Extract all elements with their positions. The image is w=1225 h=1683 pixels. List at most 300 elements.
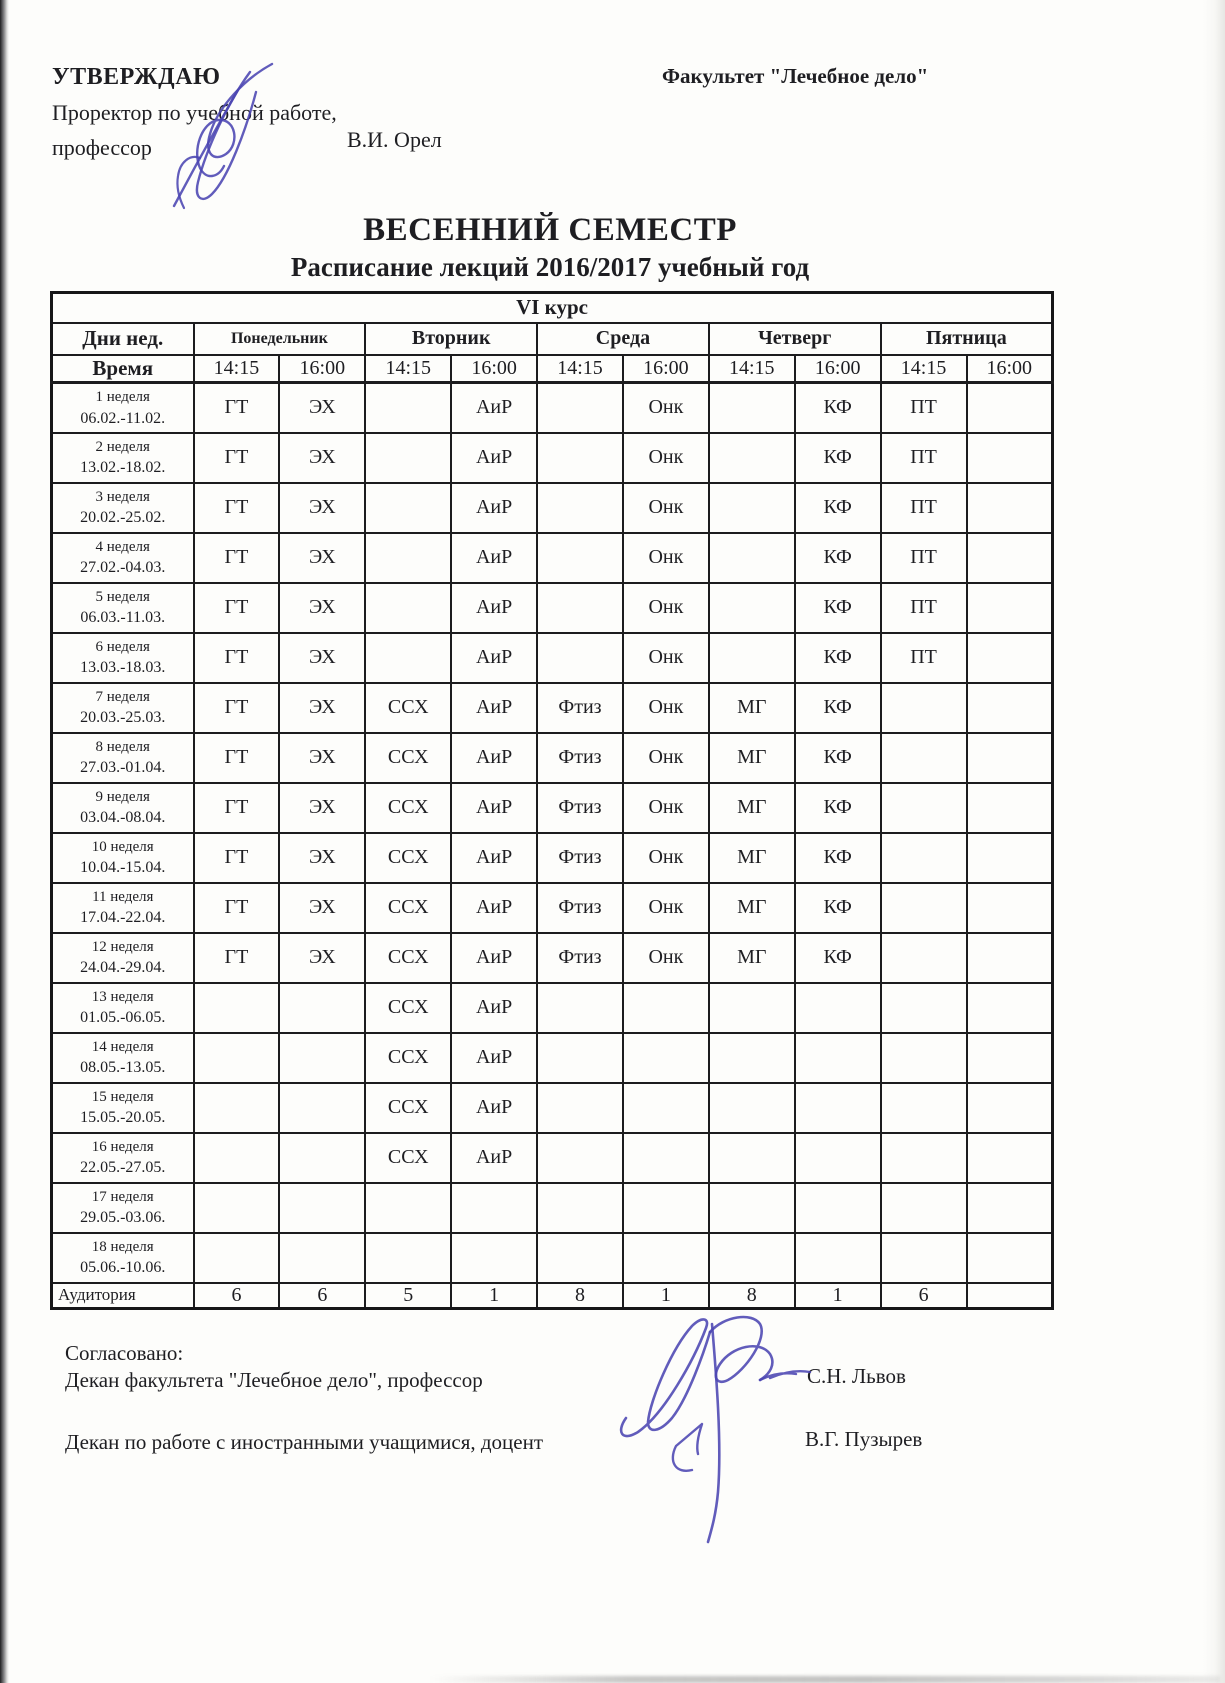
- subject-cell: МГ: [709, 933, 795, 983]
- faculty-label: Факультет "Лечебное дело": [662, 64, 929, 88]
- subject-cell: [967, 483, 1053, 533]
- week-label: [52, 483, 194, 533]
- agreed-label: Согласовано:: [65, 1341, 184, 1365]
- week-number: 11 неделя: [92, 888, 154, 905]
- subject-cell: АиР: [451, 483, 537, 533]
- subject-cell: КФ: [795, 733, 881, 783]
- subject-cell: ГТ: [194, 433, 280, 483]
- week-number: 3 неделя: [95, 488, 150, 505]
- subject-cell: [967, 983, 1053, 1033]
- week-dates: 03.04.-08.04.: [80, 809, 166, 827]
- subject-cell: Онк: [623, 533, 709, 583]
- subject-cell: ЭХ: [279, 683, 365, 733]
- subject-cell: [365, 633, 451, 683]
- subject-cell: [967, 883, 1053, 933]
- week-number: 13 неделя: [91, 988, 154, 1005]
- subject-cell: [709, 483, 795, 533]
- subject-cell: ССХ: [365, 783, 451, 833]
- subject-cell: [623, 1233, 709, 1283]
- subject-cell: [537, 383, 623, 433]
- subject-cell: [279, 1033, 365, 1083]
- subject-cell: ЭХ: [279, 933, 365, 983]
- subject-cell: Онк: [623, 583, 709, 633]
- subject-cell: [709, 583, 795, 633]
- subject-cell: [709, 1233, 795, 1283]
- approval-rank: профессор: [52, 135, 152, 160]
- time-cell: 14:15: [709, 355, 795, 383]
- subject-cell: МГ: [709, 733, 795, 783]
- auditorium-cell: 6: [881, 1283, 967, 1309]
- subject-cell: [881, 783, 967, 833]
- subject-cell: ГТ: [194, 833, 280, 883]
- subject-cell: ГТ: [194, 883, 280, 933]
- subject-cell: ЭХ: [279, 633, 365, 683]
- subject-cell: Онк: [623, 683, 709, 733]
- subject-cell: [194, 1033, 280, 1083]
- week-label: [52, 733, 194, 783]
- subject-cell: ЭХ: [279, 533, 365, 583]
- week-dates: 06.02.-11.02.: [80, 409, 166, 427]
- auditorium-label: Аудитория: [52, 1283, 194, 1309]
- time-cell: 14:15: [537, 355, 623, 383]
- subject-cell: ССХ: [365, 683, 451, 733]
- subject-cell: Фтиз: [537, 683, 623, 733]
- approver-name: В.И. Орел: [347, 127, 442, 152]
- week-dates: 01.05.-06.05.: [80, 1009, 166, 1027]
- subject-cell: ССХ: [365, 883, 451, 933]
- approval-position: Проректор по учебной работе,: [52, 100, 337, 125]
- subject-cell: [365, 433, 451, 483]
- subject-cell: КФ: [795, 583, 881, 633]
- subject-cell: МГ: [709, 683, 795, 733]
- subject-cell: АиР: [451, 633, 537, 683]
- subject-cell: ЭХ: [279, 783, 365, 833]
- week-dates: 20.02.-25.02.: [80, 509, 166, 527]
- schedule-weeks: [52, 383, 1053, 1283]
- dean-line: Декан факультета "Лечебное дело", профессор: [65, 1368, 483, 1392]
- week-label: [52, 1133, 194, 1183]
- auditorium-cell: 8: [709, 1283, 795, 1309]
- subject-cell: ГТ: [194, 633, 280, 683]
- subject-cell: ССХ: [365, 1033, 451, 1083]
- week-row: [52, 483, 1053, 533]
- subject-cell: [279, 1233, 365, 1283]
- subject-cell: [709, 1183, 795, 1233]
- subject-cell: [279, 1183, 365, 1233]
- subject-cell: ПТ: [881, 533, 967, 583]
- subject-cell: ЭХ: [279, 383, 365, 433]
- subject-cell: КФ: [795, 883, 881, 933]
- subject-cell: КФ: [795, 383, 881, 433]
- subject-cell: [537, 1233, 623, 1283]
- subject-cell: Фтиз: [537, 733, 623, 783]
- week-number: 9 неделя: [95, 788, 150, 805]
- time-cell: 16:00: [623, 355, 709, 383]
- week-number: 2 неделя: [95, 438, 150, 455]
- subject-cell: КФ: [795, 633, 881, 683]
- subject-cell: ГТ: [194, 733, 280, 783]
- week-row: [52, 733, 1053, 783]
- subject-cell: [967, 783, 1053, 833]
- week-label: [52, 1033, 194, 1083]
- time-header-row: [52, 355, 1053, 383]
- subject-cell: [795, 1183, 881, 1233]
- subject-cell: [881, 683, 967, 733]
- subject-cell: Онк: [623, 633, 709, 683]
- subject-cell: ЭХ: [279, 833, 365, 883]
- subject-cell: ПТ: [881, 383, 967, 433]
- subject-cell: [623, 1183, 709, 1233]
- subject-cell: [967, 533, 1053, 583]
- subject-cell: АиР: [451, 533, 537, 583]
- subject-cell: [967, 833, 1053, 883]
- week-dates: 06.03.-11.03.: [80, 609, 166, 627]
- day-header-friday: Пятница: [881, 323, 1053, 355]
- subject-cell: КФ: [795, 783, 881, 833]
- subject-cell: ЭХ: [279, 483, 365, 533]
- subject-cell: [279, 1083, 365, 1133]
- scan-left-edge: [0, 0, 9, 1683]
- auditorium-cell: 8: [537, 1283, 623, 1309]
- subject-cell: ЭХ: [279, 583, 365, 633]
- week-label: [52, 683, 194, 733]
- subject-cell: Фтиз: [537, 933, 623, 983]
- subject-cell: ПТ: [881, 483, 967, 533]
- time-cell: 14:15: [881, 355, 967, 383]
- subject-cell: [967, 583, 1053, 633]
- subject-cell: [967, 683, 1053, 733]
- week-label: [52, 1083, 194, 1133]
- week-dates: 27.03.-01.04.: [80, 759, 166, 777]
- subject-cell: [537, 983, 623, 1033]
- subject-cell: Онк: [623, 933, 709, 983]
- subject-cell: КФ: [795, 683, 881, 733]
- subject-cell: [881, 1033, 967, 1083]
- subject-cell: Онк: [623, 733, 709, 783]
- subject-cell: [623, 1083, 709, 1133]
- subject-cell: ГТ: [194, 383, 280, 433]
- subject-cell: [365, 583, 451, 633]
- week-row: [52, 783, 1053, 833]
- subject-cell: [537, 1083, 623, 1133]
- week-dates: 24.04.-29.04.: [80, 959, 166, 977]
- subject-cell: Онк: [623, 433, 709, 483]
- subject-cell: Онк: [623, 883, 709, 933]
- subject-cell: ССХ: [365, 983, 451, 1033]
- week-dates: 27.02.-04.03.: [80, 559, 166, 577]
- subject-cell: [881, 1083, 967, 1133]
- subject-cell: [623, 983, 709, 1033]
- signature-orel: [152, 58, 286, 210]
- week-number: 4 неделя: [95, 538, 150, 555]
- week-number: 15 неделя: [91, 1088, 154, 1105]
- subject-cell: ГТ: [194, 933, 280, 983]
- subject-cell: АиР: [451, 933, 537, 983]
- foreign-dean-name: В.Г. Пузырев: [805, 1427, 923, 1451]
- week-number: 7 неделя: [95, 688, 150, 705]
- week-row: [52, 933, 1053, 983]
- subject-cell: МГ: [709, 883, 795, 933]
- subject-cell: [451, 1183, 537, 1233]
- week-number: 12 неделя: [91, 938, 154, 955]
- subject-cell: Онк: [623, 833, 709, 883]
- day-header-tuesday: Вторник: [365, 323, 537, 355]
- subject-cell: АиР: [451, 1133, 537, 1183]
- week-dates: 08.05.-13.05.: [80, 1059, 166, 1077]
- subject-cell: [709, 383, 795, 433]
- week-row: [52, 1083, 1053, 1133]
- week-dates: 15.05.-20.05.: [80, 1109, 166, 1127]
- week-number: 16 неделя: [91, 1138, 154, 1155]
- subject-cell: ССХ: [365, 933, 451, 983]
- dean-name: С.Н. Львов: [807, 1364, 906, 1388]
- subject-cell: КФ: [795, 833, 881, 883]
- subject-cell: [537, 533, 623, 583]
- time-cell: 14:15: [194, 355, 280, 383]
- subject-cell: [881, 833, 967, 883]
- subject-cell: АиР: [451, 1083, 537, 1133]
- subject-cell: АиР: [451, 1033, 537, 1083]
- subject-cell: ССХ: [365, 733, 451, 783]
- course-header: VI курс: [52, 293, 1053, 323]
- week-row: [52, 633, 1053, 683]
- subject-cell: АиР: [451, 383, 537, 433]
- subject-cell: Фтиз: [537, 883, 623, 933]
- subject-cell: [537, 583, 623, 633]
- subject-cell: [967, 1083, 1053, 1133]
- subject-cell: [709, 533, 795, 583]
- subject-cell: ССХ: [365, 1083, 451, 1133]
- subject-cell: [709, 1133, 795, 1183]
- auditorium-cell: 5: [365, 1283, 451, 1309]
- week-number: 6 неделя: [95, 638, 150, 655]
- week-dates: 17.04.-22.04.: [80, 909, 166, 927]
- subject-cell: Онк: [623, 783, 709, 833]
- subject-cell: [881, 933, 967, 983]
- subject-cell: [279, 983, 365, 1033]
- week-row: [52, 1133, 1053, 1183]
- time-cell: 16:00: [451, 355, 537, 383]
- subject-cell: [623, 1033, 709, 1083]
- subject-cell: ГТ: [194, 583, 280, 633]
- week-dates: 29.05.-03.06.: [80, 1209, 166, 1227]
- subject-cell: КФ: [795, 533, 881, 583]
- week-label: [52, 783, 194, 833]
- auditorium-cell: 6: [279, 1283, 365, 1309]
- subject-cell: ССХ: [365, 1133, 451, 1183]
- week-dates: 05.06.-10.06.: [80, 1259, 166, 1277]
- auditorium-cell: 1: [795, 1283, 881, 1309]
- semester-title: ВЕСЕННИЙ СЕМЕСТР: [363, 212, 737, 248]
- subject-cell: [795, 1233, 881, 1283]
- subject-cell: [365, 533, 451, 583]
- subject-cell: [795, 1083, 881, 1133]
- week-number: 5 неделя: [95, 588, 150, 605]
- subject-cell: АиР: [451, 433, 537, 483]
- subject-cell: [709, 633, 795, 683]
- subject-cell: Фтиз: [537, 783, 623, 833]
- subject-cell: [194, 1133, 280, 1183]
- subject-cell: [279, 1133, 365, 1183]
- subject-cell: [795, 983, 881, 1033]
- subject-cell: [967, 1133, 1053, 1183]
- subject-cell: [194, 983, 280, 1033]
- subject-cell: [881, 983, 967, 1033]
- week-row: [52, 683, 1053, 733]
- subject-cell: [537, 633, 623, 683]
- time-cell: 16:00: [279, 355, 365, 383]
- subject-cell: ГТ: [194, 483, 280, 533]
- subject-cell: МГ: [709, 783, 795, 833]
- subject-cell: АиР: [451, 583, 537, 633]
- subject-cell: [967, 1033, 1053, 1083]
- time-col-header: Время: [52, 355, 194, 383]
- foreign-dean-line: Декан по работе с иностранными учащимися, доцент: [65, 1430, 544, 1454]
- subject-cell: [623, 1133, 709, 1183]
- subject-cell: [967, 633, 1053, 683]
- subject-cell: Фтиз: [537, 833, 623, 883]
- subject-cell: ПТ: [881, 583, 967, 633]
- subject-cell: ЭХ: [279, 433, 365, 483]
- subject-cell: АиР: [451, 983, 537, 1033]
- subject-cell: [537, 483, 623, 533]
- week-label: [52, 383, 194, 433]
- subject-cell: КФ: [795, 483, 881, 533]
- subject-cell: [967, 383, 1053, 433]
- subject-cell: [537, 1133, 623, 1183]
- time-cell: 16:00: [967, 355, 1053, 383]
- subject-cell: ЭХ: [279, 883, 365, 933]
- subject-cell: АиР: [451, 833, 537, 883]
- day-header-wednesday: Среда: [537, 323, 709, 355]
- week-number: 8 неделя: [95, 738, 150, 755]
- scan-bottom-smudge: [430, 1676, 1220, 1683]
- subject-cell: [967, 933, 1053, 983]
- subject-cell: Онк: [623, 383, 709, 433]
- subject-cell: [537, 1183, 623, 1233]
- week-dates: 20.03.-25.03.: [80, 709, 166, 727]
- scan-right-edge: [1203, 0, 1225, 1683]
- week-label: [52, 833, 194, 883]
- subject-cell: [967, 1183, 1053, 1233]
- schedule-table: [50, 291, 1054, 1310]
- week-number: 10 неделя: [91, 838, 154, 855]
- week-label: [52, 1233, 194, 1283]
- week-label: [52, 433, 194, 483]
- subject-cell: АиР: [451, 733, 537, 783]
- week-row: [52, 983, 1053, 1033]
- time-cell: 16:00: [795, 355, 881, 383]
- week-row: [52, 533, 1053, 583]
- week-row: [52, 1033, 1053, 1083]
- subject-cell: [795, 1133, 881, 1183]
- subject-cell: [709, 1083, 795, 1133]
- subject-cell: [967, 1233, 1053, 1283]
- week-number: 14 неделя: [91, 1038, 154, 1055]
- schedule-subtitle: Расписание лекций 2016/2017 учебный год: [290, 252, 810, 282]
- days-header-row: [52, 323, 1053, 355]
- subject-cell: ГТ: [194, 533, 280, 583]
- week-row: [52, 383, 1053, 433]
- subject-cell: [194, 1233, 280, 1283]
- subject-cell: [365, 1183, 451, 1233]
- week-row: [52, 883, 1053, 933]
- days-col-header: Дни нед.: [52, 323, 194, 355]
- subject-cell: [881, 1233, 967, 1283]
- subject-cell: ПТ: [881, 433, 967, 483]
- auditorium-cell: 6: [194, 1283, 280, 1309]
- approval-heading: УТВЕРЖДАЮ: [52, 64, 221, 90]
- week-row: [52, 433, 1053, 483]
- subject-cell: АиР: [451, 883, 537, 933]
- week-row: [52, 1183, 1053, 1233]
- subject-cell: [451, 1233, 537, 1283]
- week-label: [52, 933, 194, 983]
- subject-cell: ЭХ: [279, 733, 365, 783]
- subject-cell: [967, 433, 1053, 483]
- subject-cell: [881, 1183, 967, 1233]
- course-header-row: [52, 293, 1053, 323]
- subject-cell: ГТ: [194, 783, 280, 833]
- week-dates: 10.04.-15.04.: [80, 859, 166, 877]
- week-row: [52, 1233, 1053, 1283]
- week-row: [52, 583, 1053, 633]
- day-header-thursday: Четверг: [709, 323, 881, 355]
- week-label: [52, 533, 194, 583]
- signature-lvov: [612, 1312, 824, 1554]
- subject-cell: [194, 1183, 280, 1233]
- week-label: [52, 1183, 194, 1233]
- auditorium-cell: [967, 1283, 1053, 1309]
- week-number: 1 неделя: [95, 388, 150, 405]
- subject-cell: [194, 1083, 280, 1133]
- subject-cell: [709, 433, 795, 483]
- subject-cell: [709, 1033, 795, 1083]
- subject-cell: КФ: [795, 933, 881, 983]
- week-number: 17 неделя: [91, 1188, 154, 1205]
- week-label: [52, 883, 194, 933]
- subject-cell: [537, 433, 623, 483]
- subject-cell: АиР: [451, 683, 537, 733]
- subject-cell: КФ: [795, 433, 881, 483]
- week-dates: 22.05.-27.05.: [80, 1159, 166, 1177]
- subject-cell: [881, 1133, 967, 1183]
- subject-cell: ГТ: [194, 683, 280, 733]
- week-number: 18 неделя: [91, 1238, 154, 1255]
- subject-cell: [365, 1233, 451, 1283]
- day-header-monday: Понедельник: [194, 323, 366, 355]
- subject-cell: [967, 733, 1053, 783]
- auditorium-row: [52, 1283, 1053, 1309]
- auditorium-cell: 1: [623, 1283, 709, 1309]
- time-cell: 14:15: [365, 355, 451, 383]
- subject-cell: [881, 733, 967, 783]
- subject-cell: [795, 1033, 881, 1083]
- week-label: [52, 983, 194, 1033]
- week-label: [52, 633, 194, 683]
- subject-cell: Онк: [623, 483, 709, 533]
- week-dates: 13.03.-18.03.: [80, 659, 166, 677]
- week-row: [52, 833, 1053, 883]
- subject-cell: [365, 383, 451, 433]
- week-label: [52, 583, 194, 633]
- subject-cell: ПТ: [881, 633, 967, 683]
- subject-cell: [709, 983, 795, 1033]
- subject-cell: МГ: [709, 833, 795, 883]
- subject-cell: ССХ: [365, 833, 451, 883]
- subject-cell: [537, 1033, 623, 1083]
- subject-cell: АиР: [451, 783, 537, 833]
